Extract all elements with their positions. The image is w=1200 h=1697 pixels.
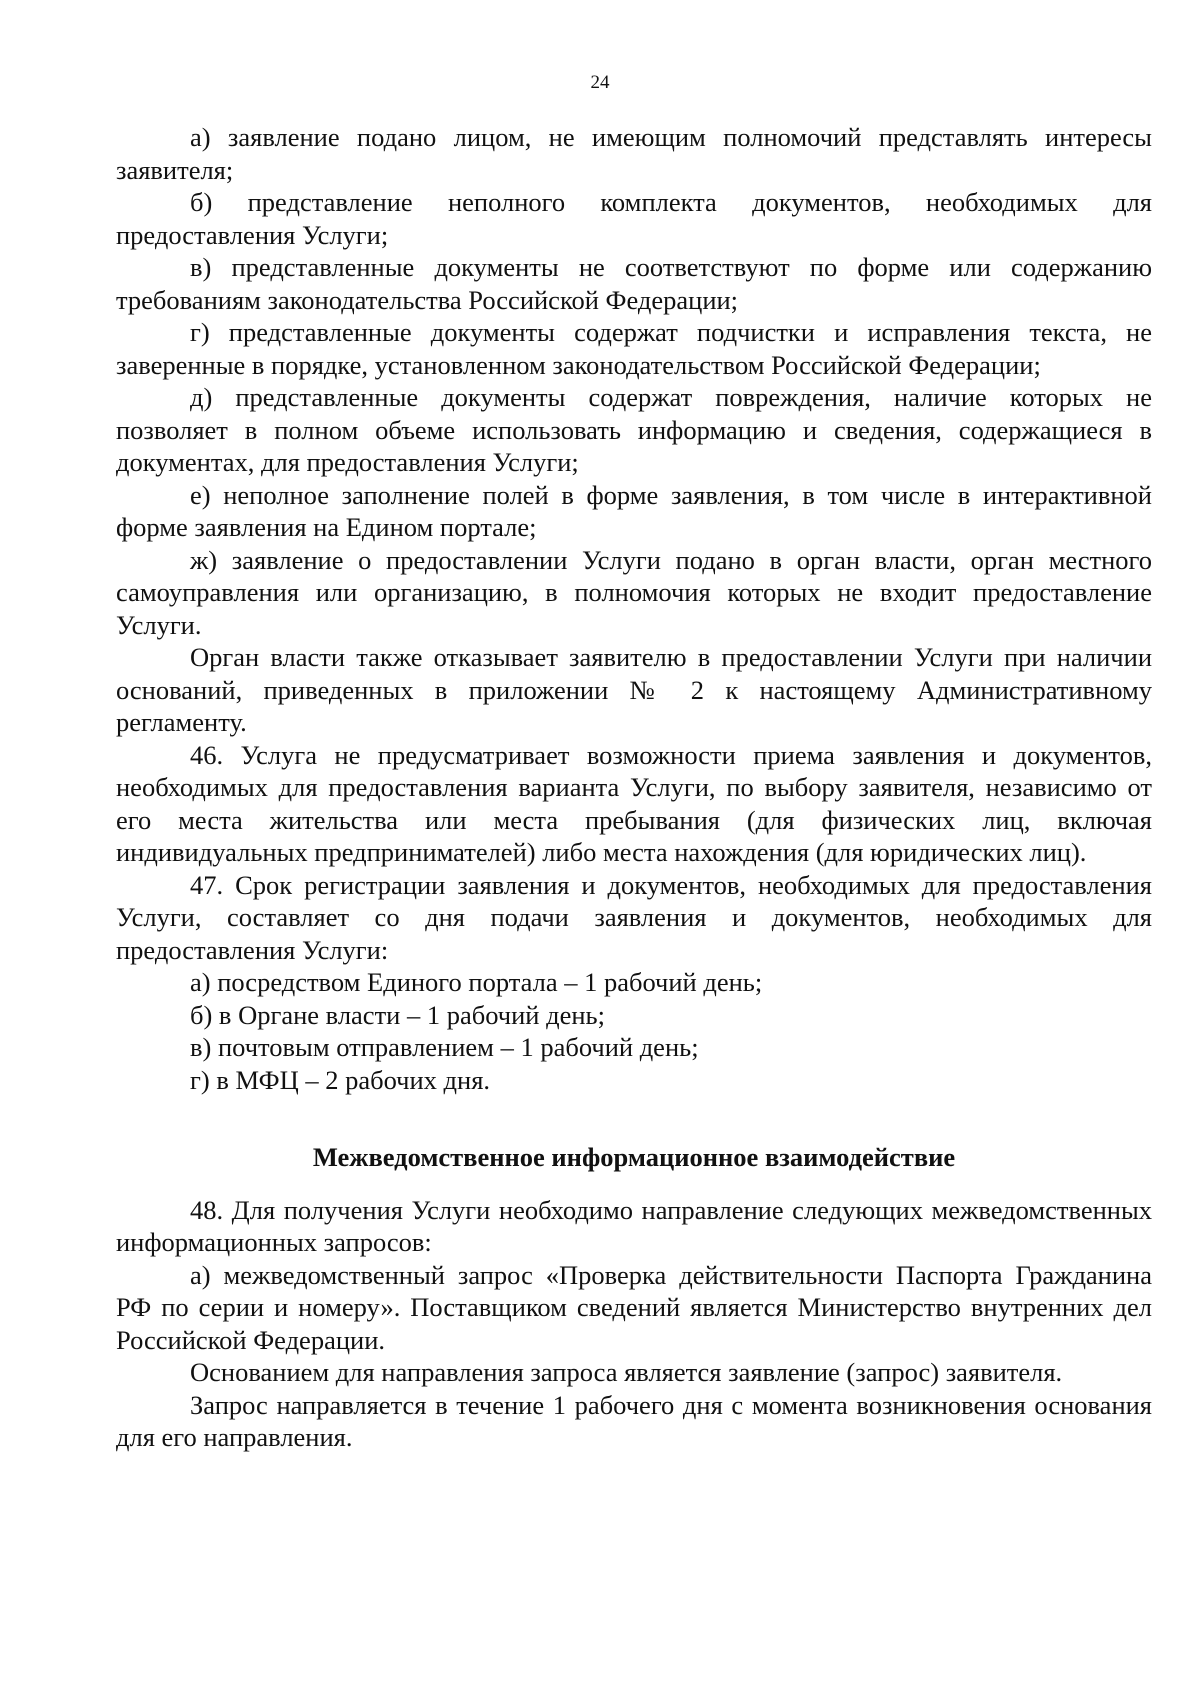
spacer: [116, 1174, 1152, 1194]
spacer: [116, 1096, 1152, 1141]
document-body: [116, 121, 1152, 1454]
paragraph-47-b: б) в Органе власти – 1 рабочий день;: [190, 999, 605, 1030]
paragraph-47-g: г) в МФЦ – 2 рабочих дня.: [190, 1064, 491, 1095]
paragraph-refusal-d: д) представленные документы содержат повреждения, наличие которых не позволяет в полном объеме использовать информацию и сведения, содержащиеся в документах, для предоставления Услуги;: [116, 382, 1152, 477]
paragraph-47-a: а) посредством Единого портала – 1 рабочий день;: [190, 967, 763, 997]
paragraph-refusal-a: а) заявление подано лицом, не имеющим полномочий представлять интересы заявителя;: [116, 122, 1152, 185]
paragraph-refusal-b: б) представление неполного комплекта документов, необходимых для предоставления Услуги;: [116, 187, 1152, 250]
paragraph-48: 48. Для получения Услуги необходимо направление следующих межведомственных информационных запросов:: [116, 1194, 1152, 1257]
paragraph-refusal-g: г) представленные документы содержат подчистки и исправления текста, не заверенные в порядке, установленном законодательством Российской Федерации;: [116, 317, 1152, 380]
paragraph-refusal-v: в) представленные документы не соответствуют по форме или содержанию требованиям законодательства Российской Федерации;: [116, 252, 1152, 315]
paragraph-47: 47. Срок регистрации заявления и документов, необходимых для предоставления Услуги, составляет со дня подачи заявления и документов, необходимых для предоставления Услуги:: [116, 869, 1152, 965]
paragraph-46: 46. Услуга не предусматривает возможности приема заявления и документов, необходимых для предоставления варианта Услуги, по выбору заявителя, независимо от его места жительства или места пребывания (для физических лиц, включая индивидуальных предпринимателей) либо места нахождения (для юридических лиц).: [116, 739, 1152, 867]
section-heading: Межведомственное информационное взаимодействие: [312, 1142, 956, 1172]
paragraph-request-timing: Запрос направляется в течение 1 рабочего дня с момента возникновения основания для его направления.: [116, 1389, 1152, 1452]
page-number: 24: [590, 72, 610, 93]
paragraph-basis: Основанием для направления запроса является заявление (запрос) заявителя.: [190, 1357, 1063, 1387]
paragraph-authority-refusal: Орган власти также отказывает заявителю в предоставлении Услуги при наличии оснований, приведенных в приложении № 2 к настоящему Административному регламенту.: [116, 642, 1152, 737]
paragraph-48-a: а) межведомственный запрос «Проверка действительности Паспорта Гражданина РФ по серии и номеру». Поставщиком сведений является Министерство внутренних дел Российской Федерации.: [116, 1259, 1152, 1355]
paragraph-47-v: в) почтовым отправлением – 1 рабочий день;: [190, 1032, 699, 1062]
paragraph-refusal-e: е) неполное заполнение полей в форме заявления, в том числе в интерактивной форме заявления на Едином портале;: [116, 479, 1152, 542]
paragraph-refusal-zh: ж) заявление о предоставлении Услуги подано в орган власти, орган местного самоуправления или организацию, в полномочия которых не входит предоставление Услуги.: [116, 544, 1152, 640]
